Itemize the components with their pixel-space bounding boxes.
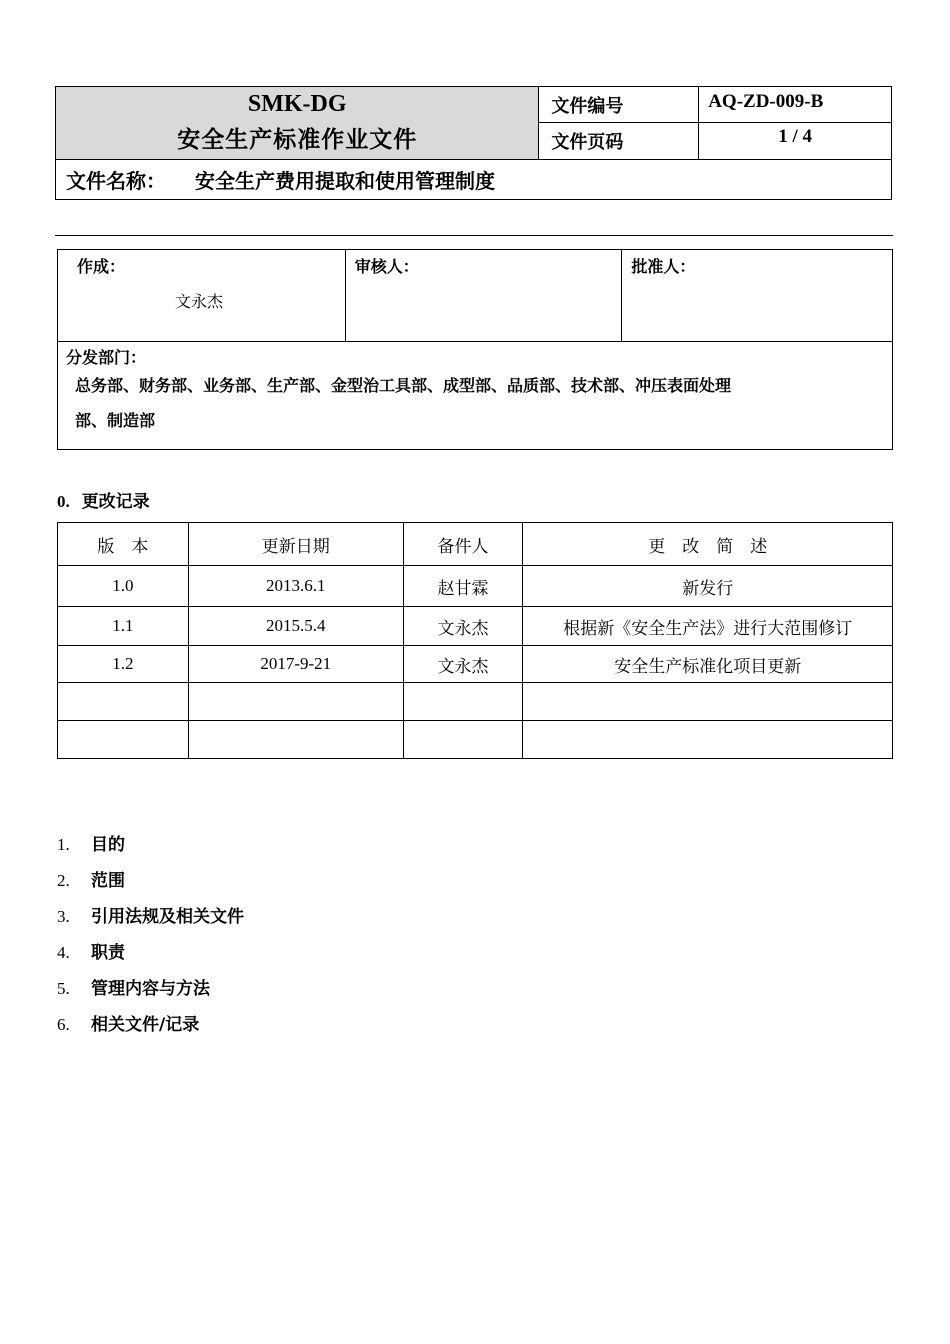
reviewer-cell (345, 250, 622, 342)
column-header-version: 版 本 (58, 523, 189, 566)
doc-number-label: 文件编号 (539, 87, 699, 123)
list-item (57, 868, 244, 904)
distribution-departments-line1: 总务部、财务部、业务部、生产部、金型治工具部、成型部、品质部、技术部、冲压表面处理 (75, 376, 732, 395)
distribution-label: 分发部门： (66, 348, 147, 367)
document-name-row (56, 160, 892, 200)
cell-date: 2013.6.1 (188, 566, 403, 607)
table-row (58, 683, 893, 721)
changelog-heading (57, 487, 150, 512)
changelog-heading-text: 更改记录 (81, 492, 150, 512)
approver-cell (622, 250, 893, 342)
author-label: 作成： (77, 257, 126, 276)
table-row (58, 566, 893, 607)
cell-version (58, 721, 189, 759)
cell-version: 1.1 (58, 607, 189, 646)
list-item (57, 940, 244, 976)
list-item (57, 1012, 244, 1048)
item-title: 引用法规及相关文件 (91, 907, 244, 927)
table-row (58, 607, 893, 646)
item-title: 职责 (91, 943, 125, 963)
changelog-heading-number: 0. (57, 492, 70, 511)
cell-description: 新发行 (523, 566, 893, 607)
header-divider (55, 235, 893, 236)
document-name-label: 文件名称： (66, 169, 166, 193)
item-number: 6. (57, 1015, 70, 1034)
list-item (57, 976, 244, 1012)
header-title-cell (56, 87, 539, 160)
changelog-header-row (58, 523, 893, 566)
column-header-description: 更 改 简 述 (523, 523, 893, 566)
cell-description (523, 721, 893, 759)
item-number: 2. (57, 871, 70, 890)
column-header-person: 备件人 (403, 523, 523, 566)
distribution-departments-line2: 部、制造部 (75, 411, 156, 430)
doc-number: AQ-ZD-009-B (699, 87, 892, 123)
cell-date: 2017-9-21 (188, 646, 403, 683)
item-title: 管理内容与方法 (91, 979, 210, 999)
item-number: 1. (57, 835, 70, 854)
cell-version: 1.2 (58, 646, 189, 683)
list-item (57, 832, 244, 868)
approval-table (57, 249, 893, 450)
author-cell (58, 250, 346, 342)
document-header (55, 86, 892, 200)
cell-description: 安全生产标准化项目更新 (523, 646, 893, 683)
item-number: 4. (57, 943, 70, 962)
item-number: 5. (57, 979, 70, 998)
cell-person: 赵甘霖 (403, 566, 523, 607)
document-type: 安全生产标准作业文件 (177, 126, 418, 153)
item-number: 3. (57, 907, 70, 926)
item-title: 相关文件/记录 (91, 1015, 200, 1035)
distribution-cell (58, 342, 893, 450)
cell-person (403, 721, 523, 759)
cell-person: 文永杰 (403, 607, 523, 646)
page-number-label: 文件页码 (539, 123, 699, 160)
cell-description: 根据新《安全生产法》进行大范围修订 (523, 607, 893, 646)
cell-description (523, 683, 893, 721)
approver-label: 批准人： (631, 257, 696, 276)
changelog-table (57, 522, 893, 759)
author-name: 文永杰 (175, 292, 224, 311)
list-item (57, 904, 244, 940)
section-outline (57, 832, 244, 1048)
cell-person: 文永杰 (403, 646, 523, 683)
cell-date (188, 721, 403, 759)
reviewer-label: 审核人： (354, 257, 419, 276)
page-number: 1 / 4 (699, 123, 892, 160)
cell-date (188, 683, 403, 721)
item-title: 范围 (91, 871, 125, 891)
company-code: SMK-DG (247, 91, 347, 117)
table-row (58, 646, 893, 683)
cell-person (403, 683, 523, 721)
cell-version (58, 683, 189, 721)
table-row (58, 721, 893, 759)
cell-version: 1.0 (58, 566, 189, 607)
cell-date: 2015.5.4 (188, 607, 403, 646)
document-name: 安全生产费用提取和使用管理制度 (194, 169, 495, 193)
item-title: 目的 (91, 835, 125, 855)
column-header-date: 更新日期 (188, 523, 403, 566)
